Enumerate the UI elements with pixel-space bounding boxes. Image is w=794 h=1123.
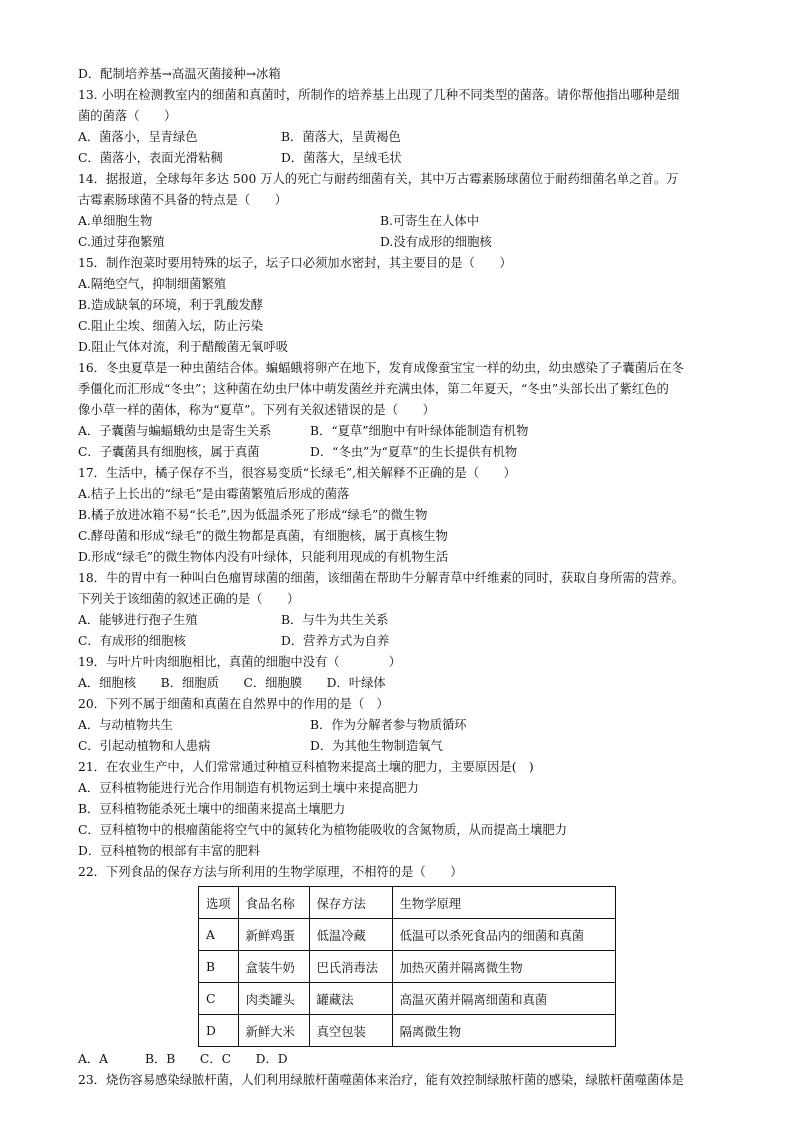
question-12-option-d: D．配制培养基→高温灭菌接种→冰箱 [78, 67, 281, 81]
table-row [199, 919, 616, 951]
table-cell: 盒装牛奶 [238, 951, 309, 983]
question-18-options-ab [78, 610, 728, 631]
option-b: B．“夏草”细胞中有叶绿体能制造有机物 [310, 424, 529, 438]
option-b: B．作为分解者参与物质循环 [310, 718, 467, 732]
question-19-options: A．细胞核 B．细胞质 C．细胞膜 D．叶绿体 [78, 676, 386, 690]
question-17-stem: 17．生活中，橘子保存不当，很容易变质“长绿毛”,相关解释不正确的是（ ） [78, 466, 516, 480]
table-header-row [199, 887, 616, 919]
question-14-options-cd [78, 232, 728, 253]
food-preservation-table [198, 886, 616, 1047]
question-14-options-ab [78, 211, 728, 232]
question-16-stem-cont: 季僵化而汇形成“冬虫”；这种菌在幼虫尸体中萌发菌丝并充满虫体，第二年夏天，“冬虫”头部长出了紫红色的 [78, 382, 669, 396]
question-22-options: A．A B．B C．C D．D [78, 1052, 288, 1066]
table-cell: A [199, 919, 239, 951]
option-a: A．菌落小，呈青绿色 [78, 130, 198, 144]
table-cell: 真空包装 [309, 1015, 392, 1047]
question-13-options-cd [78, 148, 728, 169]
question-15-option-a: A.隔绝空气，抑制细菌繁殖 [78, 277, 227, 291]
option-c: C．引起动植物和人患病 [78, 739, 211, 753]
option-b: B．菌落大，呈黄褐色 [281, 130, 401, 144]
question-14-stem: 14．据报道，全球每年多达 500 万人的死亡与耐药细菌有关，其中万古霉素肠球菌位于耐药细菌名单之首。万 [78, 172, 679, 186]
table-cell: 肉类罐头 [238, 983, 309, 1015]
table-cell: 新鲜大米 [238, 1015, 309, 1047]
table-cell: D [199, 1015, 239, 1047]
option-a: A．能够进行孢子生殖 [78, 613, 198, 627]
question-15-option-d: D.阻止气体对流，利于醋酸菌无氧呼吸 [78, 340, 289, 354]
question-17-option-b: B.橘子放进冰箱不易“长毛”,因为低温杀死了形成“绿毛”的微生物 [78, 508, 428, 522]
question-17-option-a: A.桔子上长出的“绿毛”是由霉菌繁殖后形成的菌落 [78, 487, 350, 501]
question-16-options-cd [78, 442, 728, 463]
question-20-options-cd [78, 736, 728, 757]
question-15-option-b: B.造成缺氧的环境，利于乳酸发酵 [78, 298, 264, 312]
table-cell: 巴氏消毒法 [309, 951, 392, 983]
question-13-stem: 13. 小明在检测教室内的细菌和真菌时，所制作的培养基上出现了几种不同类型的菌落。请你帮他指出哪种是细 [78, 88, 680, 102]
option-a: A．与动植物共生 [78, 718, 173, 732]
question-15-option-c: C.阻止尘埃、细菌入坛，防止污染 [78, 319, 264, 333]
question-21-option-a: A．豆科植物能进行光合作用制造有机物运到土壤中来提高肥力 [78, 781, 419, 795]
question-21-stem: 21．在农业生产中，人们常常通过种植豆科植物来提高土壤的肥力，主要原因是( ) [78, 760, 534, 774]
table-cell: 低温冷藏 [309, 919, 392, 951]
question-16-options-ab [78, 421, 728, 442]
question-18-options-cd [78, 631, 728, 652]
option-a: A．子囊菌与蝙蝠蛾幼虫是寄生关系 [78, 424, 272, 438]
table-header: 选项 [199, 887, 239, 919]
option-b: B.可寄生在人体中 [380, 214, 480, 228]
question-13-stem-cont: 菌的菌落（ ） [78, 109, 177, 123]
question-17-option-d: D.形成“绿毛”的微生物体内没有叶绿体，只能利用现成的有机物生活 [78, 550, 449, 564]
table-cell: 隔离微生物 [392, 1015, 615, 1047]
exam-page [78, 64, 728, 1091]
table-header: 生物学原理 [392, 887, 615, 919]
question-18-stem-cont: 下列关于该细菌的叙述正确的是（ ） [78, 592, 300, 606]
table-header: 食品名称 [238, 887, 309, 919]
table-cell: 新鲜鸡蛋 [238, 919, 309, 951]
question-13-options-ab [78, 127, 728, 148]
question-20-stem: 20．下列不属于细菌和真菌在自然界中的作用的是（ ） [78, 697, 389, 711]
table-cell: B [199, 951, 239, 983]
question-21-option-b: B．豆科植物能杀死土壤中的细菌来提高土壤肥力 [78, 802, 346, 816]
table-header: 保存方法 [309, 887, 392, 919]
question-14-stem-cont: 古霉素肠球菌不具备的特点是（ ） [78, 193, 288, 207]
option-c: C．有成形的细胞核 [78, 634, 186, 648]
option-d: D.没有成形的细胞核 [380, 235, 492, 249]
option-c: C．菌落小，表面光滑粘稠 [78, 151, 223, 165]
question-23-stem: 23．烧伤容易感染绿脓杆菌，人们利用绿脓杆菌噬菌体来治疗，能有效控制绿脓杆菌的感染，绿脓杆菌噬菌体是 [78, 1073, 684, 1087]
table-cell: C [199, 983, 239, 1015]
option-b: B．与牛为共生关系 [281, 613, 389, 627]
option-d: D．菌落大，呈绒毛状 [281, 151, 402, 165]
question-21-option-d: D．豆科植物的根部有丰富的肥料 [78, 844, 261, 858]
option-c: C.通过芽孢繁殖 [78, 235, 165, 249]
question-15-stem: 15．制作泡菜时要用特殊的坛子，坛子口必须加水密封，其主要目的是（ ） [78, 256, 512, 270]
option-d: D．“冬虫”为“夏草”的生长提供有机物 [310, 445, 518, 459]
option-d: D．营养方式为自养 [281, 634, 390, 648]
question-20-options-ab [78, 715, 728, 736]
table-row [199, 951, 616, 983]
table-cell: 加热灭菌并隔离微生物 [392, 951, 615, 983]
option-c: C．子囊菌具有细胞核，属于真菌 [78, 445, 260, 459]
question-16-stem: 16．冬虫夏草是一种虫菌结合体。蝙蝠蛾将卵产在地下，发育成像蚕宝宝一样的幼虫，幼虫感染了子囊菌后在冬 [78, 361, 684, 375]
option-d: D．为其他生物制造氧气 [310, 739, 443, 753]
table-cell: 高温灭菌并隔离细菌和真菌 [392, 983, 615, 1015]
table-row [199, 1015, 616, 1047]
table-row [199, 983, 616, 1015]
question-21-option-c: C．豆科植物中的根瘤菌能将空气中的氮转化为植物能吸收的含氮物质，从而提高土壤肥力 [78, 823, 567, 837]
question-18-stem: 18．牛的胃中有一种叫白色瘤胃球菌的细菌，该细菌在帮助牛分解青草中纤维素的同时，获取自身所需的营养。 [78, 571, 684, 585]
option-a: A.单细胞生物 [78, 214, 153, 228]
question-19-stem: 19．与叶片叶肉细胞相比，真菌的细胞中没有（ ） [78, 655, 402, 669]
question-16-stem-cont2: 像小草一样的菌体，称为“夏草”。下列有关叙述错误的是（ ） [78, 403, 435, 417]
question-17-option-c: C.酵母菌和形成“绿毛”的微生物都是真菌，有细胞核，属于真核生物 [78, 529, 448, 543]
question-22-stem: 22．下列食品的保存方法与所利用的生物学原理，不相符的是（ ） [78, 865, 463, 879]
table-cell: 罐藏法 [309, 983, 392, 1015]
table-cell: 低温可以杀死食品内的细菌和真菌 [392, 919, 615, 951]
